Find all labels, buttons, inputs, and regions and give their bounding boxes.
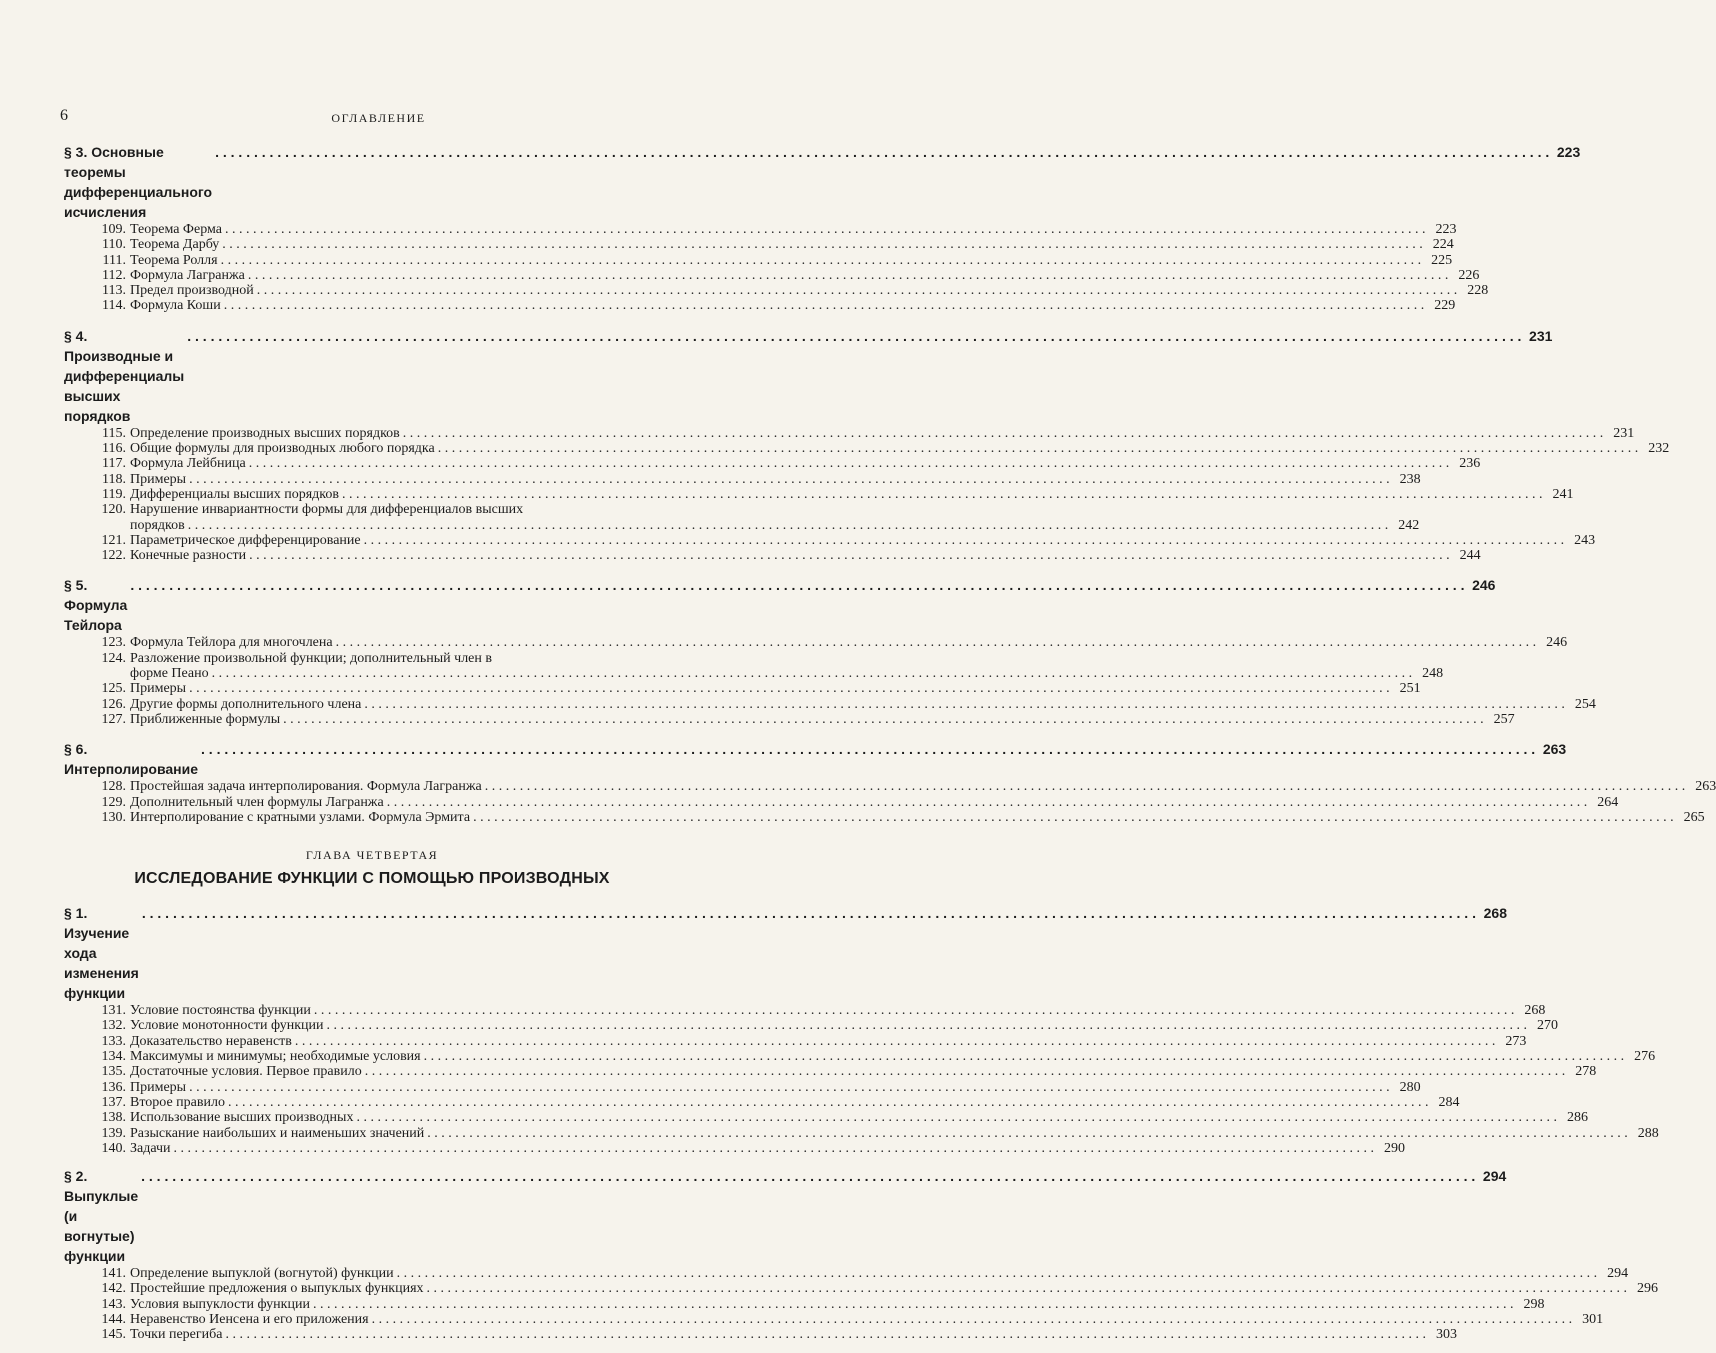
entry-number: 123. (101, 635, 126, 651)
entry-page: 264 (1597, 794, 1619, 810)
entry-list (64, 1266, 1659, 1343)
dot-leader (171, 1141, 1378, 1156)
entry-page: 229 (1434, 298, 1456, 314)
entry-number: 142. (101, 1281, 126, 1297)
entry-page: 238 (1399, 471, 1421, 487)
dot-leader (333, 635, 1540, 650)
entry-label: Формула Лейбница (130, 456, 246, 472)
entry-label: Конечные разности (130, 548, 247, 564)
entry-label: Предел производной (130, 283, 254, 299)
page-number: 6 (60, 107, 68, 124)
entry-page: 265 (1683, 809, 1705, 825)
entry-page: 246 (1546, 635, 1568, 651)
dot-leader (424, 1281, 1631, 1296)
toc-entry (90, 1281, 1659, 1297)
dot-leader (324, 1018, 1531, 1033)
entry-label: Примеры (130, 1079, 187, 1095)
entry-label-line2 (130, 518, 1419, 533)
entry-page: 298 (1523, 1296, 1545, 1312)
entry-list (64, 779, 1716, 825)
section-title: § 3. Основные теоремы дифференциального исчисления (64, 144, 213, 220)
entry-number: 134. (101, 1049, 126, 1065)
dot-leader (186, 472, 1393, 487)
entry-number: 124. (101, 650, 126, 666)
entry-page: 301 (1582, 1311, 1604, 1327)
entry-number: 143. (101, 1296, 126, 1312)
entry-label: Приближенные формулы (130, 711, 281, 727)
entry-page: 251 (1399, 681, 1421, 697)
toc-entry (90, 681, 1421, 697)
dot-leader (361, 697, 1568, 712)
entry-number: 120. (101, 502, 126, 518)
entry-number: 129. (101, 794, 126, 810)
entry-label: форме Пеано (130, 666, 209, 682)
entry-label: Другие формы дополнительного члена (130, 696, 362, 712)
entry-number: 109. (101, 222, 126, 237)
entry-label: Теорема Ролля (130, 252, 218, 268)
entry-label: Простейшая задача интерполирования. Формула Лагранжа (130, 779, 482, 795)
entry-page: 243 (1574, 532, 1596, 548)
entry-number: 110. (102, 237, 126, 253)
entry-number: 119. (102, 486, 126, 502)
entry-page: 280 (1399, 1079, 1421, 1095)
dot-leader (219, 237, 1426, 252)
chapter-label: ГЛАВА ЧЕТВЕРТАЯ (305, 848, 439, 863)
chapter-title: ИССЛЕДОВАНИЕ ФУНКЦИИ С ПОМОЩЬЮ ПРОИЗВОДНЫХ (134, 870, 610, 888)
entry-number: 112. (102, 267, 126, 283)
toc-entry (90, 532, 1596, 548)
toc-entry (90, 237, 1454, 253)
entry-page: 232 (1648, 441, 1670, 457)
entry-number: 135. (101, 1064, 126, 1080)
entry-number: 118. (102, 471, 126, 487)
entry-page: 248 (1422, 666, 1444, 682)
entry-list (64, 425, 1670, 564)
dot-leader (222, 222, 1429, 237)
entry-number: 127. (101, 711, 126, 727)
entry-page: 296 (1637, 1281, 1659, 1297)
entry-number: 145. (101, 1327, 126, 1343)
toc-entry (90, 696, 1596, 712)
toc-entry (90, 1110, 1588, 1126)
dot-leader (221, 298, 1428, 313)
dot-leader (185, 518, 1392, 533)
entry-text (130, 651, 1443, 682)
entry-list (64, 1003, 1659, 1156)
toc-entry (90, 1311, 1604, 1327)
table-of-contents (64, 142, 1716, 1353)
entry-page: 236 (1459, 456, 1481, 472)
entry-number: 122. (101, 548, 126, 564)
entry-number: 111. (102, 252, 126, 268)
entry-number: 141. (101, 1266, 126, 1282)
dot-leader (394, 1266, 1601, 1281)
entry-page: 263 (1695, 779, 1716, 795)
toc-entry (90, 1094, 1460, 1110)
dot-leader (225, 1095, 1432, 1110)
entry-page: 268 (1524, 1003, 1546, 1019)
entry-label: Теорема Дарбу (130, 237, 220, 253)
entry-number: 116. (102, 441, 126, 457)
entry-number: 128. (101, 779, 126, 795)
entry-label-line1: Разложение произвольной функции; дополнительный член в (130, 650, 492, 666)
section-page: 294 (1482, 1168, 1507, 1185)
entry-number: 138. (101, 1110, 126, 1126)
entry-label-line2 (130, 666, 1443, 681)
section-page: 223 (1556, 144, 1581, 160)
entry-number: 121. (101, 532, 126, 548)
dot-leader (482, 779, 1689, 794)
section-page: 268 (1483, 905, 1507, 922)
toc-entry (90, 650, 1444, 682)
entry-page: 244 (1459, 548, 1481, 564)
toc-entry (90, 298, 1456, 314)
entry-page: 294 (1607, 1266, 1629, 1282)
dot-leader (421, 1049, 1628, 1064)
entry-page: 303 (1435, 1327, 1457, 1343)
section-title-row (64, 142, 1581, 222)
toc-entry (90, 502, 1420, 533)
dot-leader (127, 575, 1467, 595)
running-title: ОГЛАВЛЕНИЕ (331, 111, 426, 125)
entry-label-line1: Нарушение инвариантности формы для дифференциалов высших (130, 502, 524, 518)
entry-label: Примеры (130, 471, 187, 487)
entry-page: 284 (1438, 1094, 1460, 1110)
dot-leader (311, 1003, 1518, 1018)
entry-label: Простейшие предложения о выпуклых функциях (130, 1281, 424, 1297)
entry-label: Точки перегиба (130, 1327, 223, 1343)
entry-label: Формула Коши (130, 298, 221, 314)
toc-entry (90, 635, 1568, 651)
entry-label: порядков (130, 517, 185, 533)
toc-entry (90, 1125, 1659, 1141)
entry-label: Условие монотонности функции (130, 1018, 324, 1034)
entry-number: 136. (101, 1079, 126, 1095)
entry-number: 139. (101, 1125, 126, 1141)
dot-leader (310, 1297, 1517, 1312)
dot-leader (138, 1166, 1478, 1186)
entry-page: 223 (1435, 222, 1457, 237)
dot-leader (186, 1080, 1393, 1095)
entry-page: 231 (1613, 425, 1635, 441)
toc-entry (90, 1327, 1457, 1343)
entry-page: 290 (1384, 1140, 1406, 1156)
toc-entry (90, 1296, 1545, 1312)
dot-leader (339, 487, 1546, 502)
section-title-row (64, 1166, 1507, 1266)
entry-number: 115. (102, 425, 126, 441)
entry-page: 257 (1493, 711, 1515, 727)
dot-leader (280, 712, 1487, 727)
entry-page: 228 (1467, 283, 1489, 299)
section-title: § 1. Изучение хода изменения функции (64, 905, 139, 1002)
section-title-row (64, 326, 1553, 426)
entry-number: 125. (101, 681, 126, 697)
toc-section (64, 326, 1670, 564)
toc-entry (90, 548, 1481, 564)
entry-label: Теорема Ферма (130, 222, 222, 237)
toc-entry (90, 1018, 1558, 1034)
entry-page: 273 (1505, 1033, 1527, 1049)
toc-entry (90, 283, 1489, 299)
toc-section (64, 1166, 1659, 1343)
dot-leader (470, 810, 1677, 825)
entry-number: 113. (102, 283, 126, 299)
toc-entry (90, 809, 1705, 825)
toc-entry (90, 486, 1574, 502)
section-page: 263 (1542, 741, 1567, 758)
entry-number: 144. (101, 1311, 126, 1327)
entry-number: 114. (102, 298, 126, 314)
entry-label: Доказательство неравенств (130, 1033, 292, 1049)
entry-page: 276 (1634, 1049, 1656, 1065)
entry-label: Интерполирование с кратными узлами. Формула Эрмита (130, 809, 471, 825)
dot-leader (435, 441, 1642, 456)
entry-page: 278 (1575, 1064, 1597, 1080)
dot-leader (362, 1064, 1569, 1079)
toc-entry (90, 252, 1453, 268)
toc-entry (90, 1140, 1406, 1156)
entry-page: 226 (1458, 267, 1480, 283)
entry-page: 254 (1574, 696, 1596, 712)
dot-leader (369, 1312, 1576, 1327)
dot-leader (209, 666, 1416, 681)
entry-number: 140. (101, 1140, 126, 1156)
dot-leader (186, 681, 1393, 696)
toc-entry (90, 779, 1716, 795)
toc-entry (90, 471, 1421, 487)
entry-page: 242 (1398, 517, 1420, 533)
section-title: § 2. Выпуклые (и вогнутые) функции (64, 1168, 139, 1265)
entry-number: 131. (101, 1003, 126, 1019)
entry-label: Дифференциалы высших порядков (130, 486, 339, 502)
entry-list (64, 635, 1596, 727)
entry-label: Задачи (130, 1140, 171, 1156)
toc-section (64, 575, 1596, 727)
section-title: § 5. Формула Тейлора (64, 577, 128, 634)
dot-leader (198, 739, 1538, 759)
section-title-row (64, 575, 1496, 635)
entry-label: Неравенство Иенсена и его приложения (130, 1311, 369, 1327)
entry-list (64, 222, 1489, 314)
toc-entry (90, 1049, 1656, 1065)
chapter-heading (64, 847, 680, 893)
toc-part-2 (64, 903, 1659, 1343)
toc-entry (90, 1003, 1546, 1019)
toc-section (64, 739, 1716, 825)
toc-entry (90, 222, 1457, 237)
entry-number: 117. (102, 456, 126, 472)
section-page: 246 (1472, 577, 1496, 594)
section-title-row (64, 739, 1567, 779)
entry-page: 286 (1566, 1110, 1588, 1126)
toc-entry (90, 1033, 1527, 1049)
dot-leader (353, 1110, 1560, 1125)
entry-label: Разыскание наибольших и наименьших значений (130, 1125, 425, 1141)
dot-leader (424, 1126, 1631, 1141)
entry-label: Формула Лагранжа (130, 267, 245, 283)
entry-label: Использование высших производных (130, 1110, 354, 1126)
entry-label: Определение производных высших порядков (130, 425, 400, 441)
entry-label: Второе правило (130, 1094, 225, 1110)
entry-label: Определение выпуклой (вогнутой) функции (130, 1266, 394, 1282)
toc-entry (90, 794, 1619, 810)
toc-entry (90, 267, 1480, 283)
dot-leader (361, 533, 1568, 548)
entry-label: Параметрическое дифференцирование (130, 532, 361, 548)
entry-number: 126. (101, 696, 126, 712)
toc-section (64, 142, 1581, 314)
section-title: § 6. Интерполирование (64, 741, 199, 778)
toc-entry (90, 456, 1481, 472)
entry-page: 270 (1537, 1018, 1558, 1034)
entry-label: Примеры (130, 681, 187, 697)
section-title: § 4. Производные и дифференциалы высших порядков (64, 327, 185, 424)
toc-entry (90, 1079, 1421, 1095)
dot-leader (254, 283, 1461, 298)
dot-leader (245, 268, 1452, 283)
dot-leader (246, 456, 1453, 471)
entry-label: Общие формулы для производных любого порядка (130, 441, 435, 457)
toc-entry (90, 711, 1515, 727)
toc-entry (90, 441, 1670, 457)
entry-page: 224 (1432, 237, 1454, 253)
section-title-row (64, 903, 1507, 1003)
entry-page: 241 (1552, 486, 1574, 502)
entry-number: 130. (101, 809, 126, 825)
entry-number: 133. (101, 1033, 126, 1049)
dot-leader (218, 253, 1425, 268)
entry-text (130, 502, 1419, 533)
toc-entry (90, 1266, 1629, 1282)
entry-page: 225 (1431, 252, 1453, 268)
section-page: 231 (1529, 327, 1553, 344)
dot-leader (184, 326, 1524, 346)
entry-label: Формула Тейлора для многочлена (130, 635, 333, 651)
entry-label: Условия выпуклости функции (130, 1296, 310, 1312)
toc-part-1 (64, 142, 1716, 825)
entry-label: Условие постоянства функции (130, 1003, 311, 1019)
entry-label: Дополнительный член формулы Лагранжа (130, 794, 384, 810)
dot-leader (384, 795, 1591, 810)
toc-entry (90, 425, 1635, 441)
entry-label: Максимумы и минимумы; необходимые условия (130, 1049, 421, 1065)
dot-leader (139, 903, 1479, 923)
entry-number: 137. (101, 1094, 126, 1110)
dot-leader (222, 1327, 1429, 1342)
toc-section (64, 903, 1659, 1156)
entry-number: 132. (101, 1018, 126, 1034)
dot-leader (212, 142, 1552, 162)
dot-leader (246, 548, 1453, 563)
toc-entry (90, 1064, 1597, 1080)
dot-leader (400, 426, 1607, 441)
dot-leader (292, 1034, 1499, 1049)
entry-page: 288 (1637, 1125, 1659, 1141)
entry-label: Достаточные условия. Первое правило (130, 1064, 362, 1080)
